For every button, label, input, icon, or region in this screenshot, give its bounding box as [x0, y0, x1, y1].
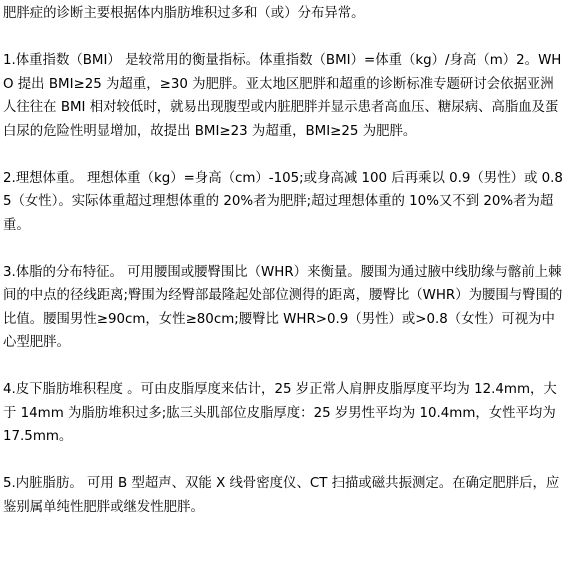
section-visceral-fat: 5.内脏脂肪。 可用 B 型超声、双能 X 线骨密度仪、CT 扫描或磁共振测定。在确定肥胖后，应鉴别属单纯性肥胖或继发性肥胖。	[3, 476, 560, 515]
document-body	[3, 2, 567, 519]
section-fat-distribution: 3.体脂的分布特征。 可用腰围或腰臀围比（WHR）来衡量。腰围为通过腋中线肋缘与髂前上棘间的中点的径线距离;臀围为经臀部最隆起处部位测得的距离，腰臀比（WHR）为腰围与臀围的比值。腰围男性≥90cm，女性≥80cm;腰臀比 WHR>0.9（男性）或>0.8（女性）可视为中心型肥胖。	[3, 264, 563, 350]
paragraph-gap	[3, 355, 567, 379]
intro-paragraph: 肥胖症的诊断主要根据体内脂肪堆积过多和（或）分布异常。	[3, 6, 365, 21]
section-bmi: 1.体重指数（BMI） 是较常用的衡量指标。体重指数（BMI）=体重（kg）/身高（m）2。WHO 提出 BMI≥25 为超重，≥30 为肥胖。亚太地区肥胖和超重的诊断标准专题研讨会依据亚洲人往往在 BMI 相对较低时，就易出现腹型或内脏肥胖并显示患者高血压、糖尿病、高脂血及蛋白尿的危险性明显增加，故提出 BMI≥23 为超重，BMI≥25 为肥胖。	[3, 53, 562, 139]
paragraph-gap	[3, 143, 567, 167]
section-subcutaneous-fat: 4.皮下脂肪堆积程度 。可由皮脂厚度来估计，25 岁正常人肩胛皮脂厚度平均为 12.4mm，大于 14mm 为脂肪堆积过多;肱三头肌部位皮脂厚度：25 岁男性平均为 10.4mm，女性平均为 17.5mm。	[3, 382, 557, 444]
paragraph-gap	[3, 26, 567, 50]
paragraph-gap	[3, 237, 567, 261]
section-ideal-weight: 2.理想体重。 理想体重（kg）=身高（cm）-105;或身高减 100 后再乘以 0.9（男性）或 0.85（女性）。实际体重超过理想体重的 20%者为肥胖;超过理想体重的 10%又不到 20%者为超重。	[3, 170, 563, 233]
paragraph-gap	[3, 449, 567, 473]
